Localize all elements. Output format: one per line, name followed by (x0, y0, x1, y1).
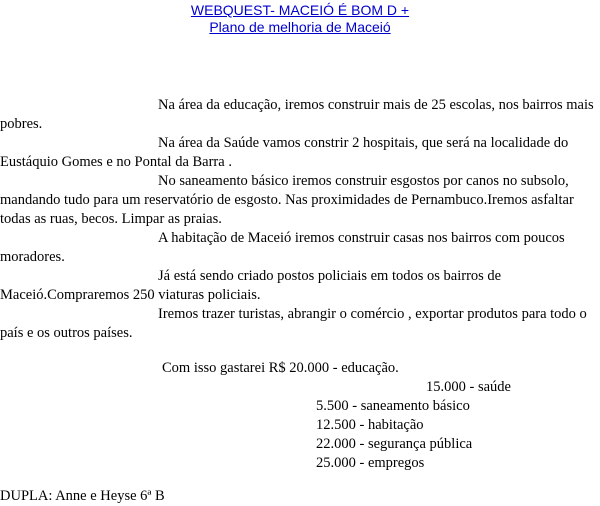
webquest-title-link[interactable]: WEBQUEST- MACEIÓ É BOM D + (190, 2, 410, 18)
plan-body (0, 96, 600, 343)
cost-item-sanitation: 5.500 - saneamento básico (316, 398, 470, 414)
paragraph-security: Já está sendo criado postos policiais em todos os bairros de Maceió.Compraremos 250 viaturas policiais. (0, 268, 502, 303)
page-header (0, 2, 600, 36)
plan-subtitle-link[interactable]: Plano de melhoria de Maceió (209, 19, 391, 35)
cost-intro: Com isso gastarei R$ 20.000 - educação. (162, 360, 399, 376)
cost-item-jobs: 25.000 - empregos (316, 455, 425, 471)
paragraph-health: Na área da Saúde vamos constrir 2 hospitais, que será na localidade do Eustáquio Gomes e no Pontal da Barra . (0, 135, 569, 170)
credits: DUPLA: Anne e Heyse 6ª B (0, 488, 165, 504)
paragraph-sanitation: No saneamento básico iremos construir esgostos por canos no subsolo, mandando tudo para um reservatório de esgosto. Nas proximidades de Pernambuco.Iremos asfaltar todas as ruas, becos. Limpar as praias. (0, 173, 574, 227)
paragraph-housing: A habitação de Maceió iremos construir casas nos bairros com poucos moradores. (0, 230, 565, 265)
cost-item-health: 15.000 - saúde (426, 379, 511, 395)
cost-item-security: 22.000 - segurança pública (316, 436, 473, 452)
cost-item-housing: 12.500 - habitação (316, 417, 424, 433)
paragraph-tourism: Iremos trazer turistas, abrangir o comércio , exportar produtos para todo o país e os outros países. (0, 306, 587, 341)
paragraph-education: Na área da educação, iremos construir mais de 25 escolas, nos bairros mais pobres. (0, 97, 594, 132)
